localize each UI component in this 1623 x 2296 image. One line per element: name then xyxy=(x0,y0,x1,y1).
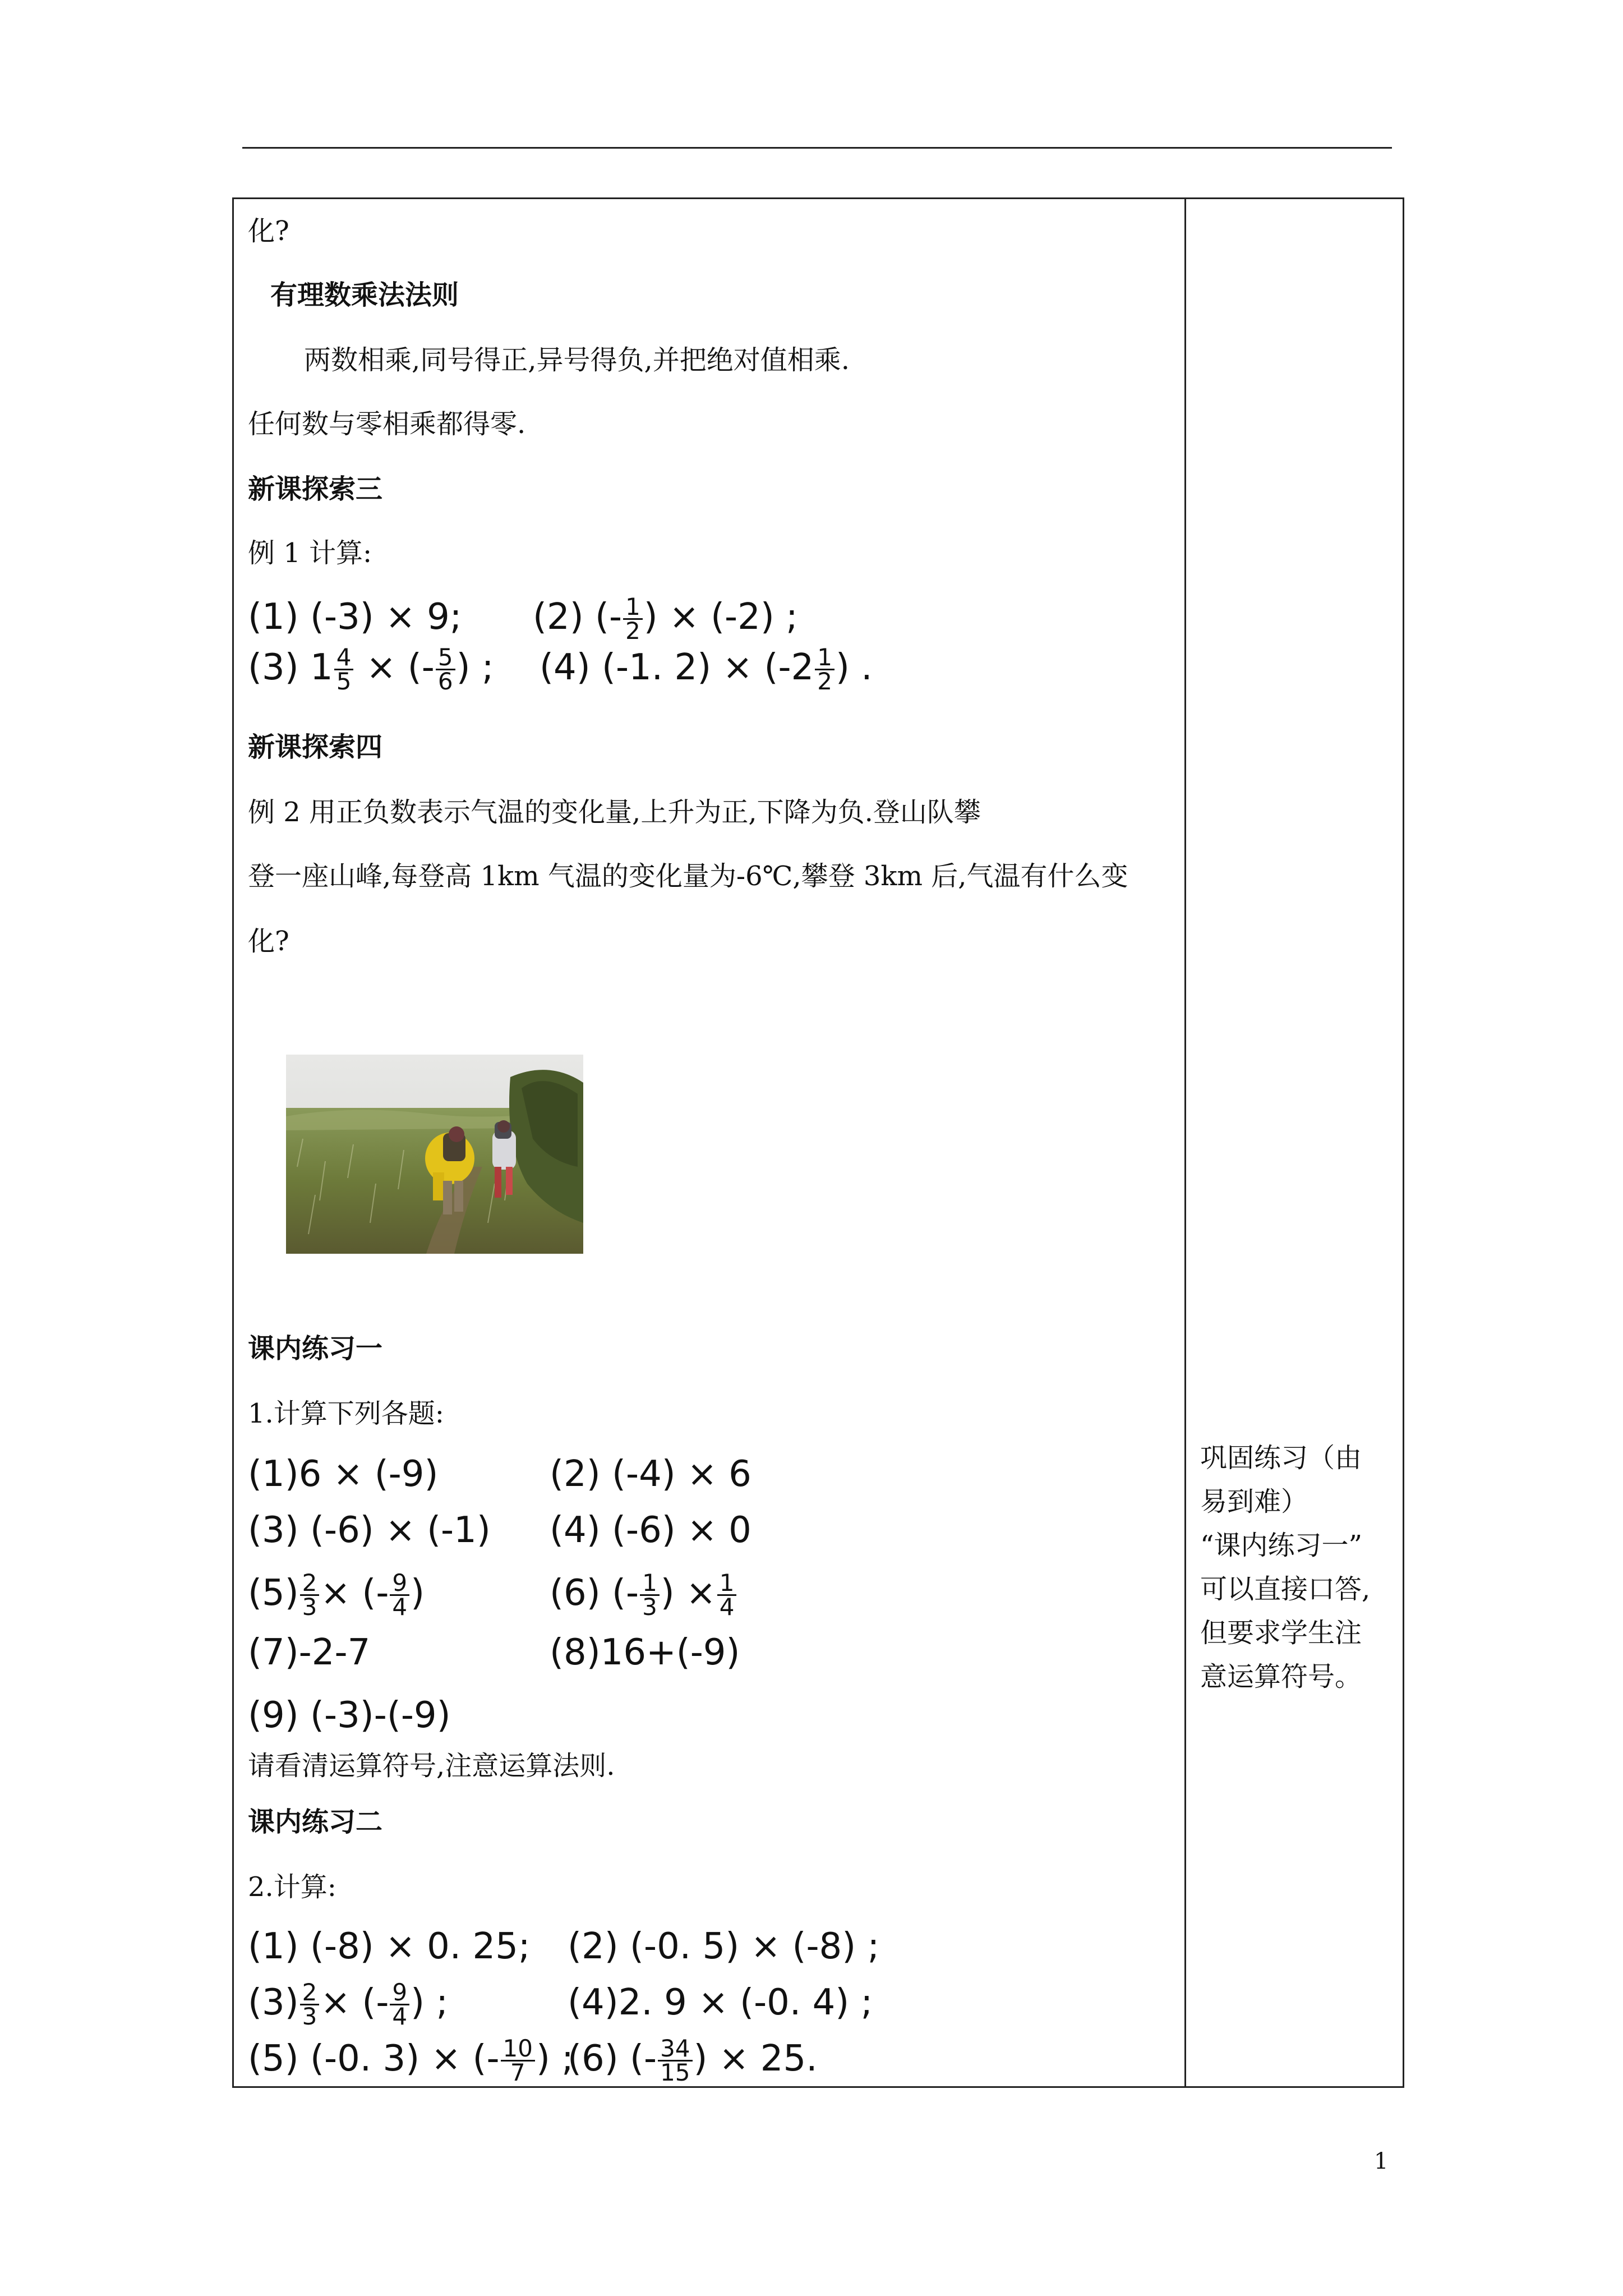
section-heading-3: 新课探索三 xyxy=(248,473,383,505)
side-note-line: 易到难） xyxy=(1200,1486,1308,1517)
side-note-line: “课内练习一” xyxy=(1200,1530,1363,1561)
exercise-1-item-9: (9) (-3)-(-9) xyxy=(248,1695,451,1736)
text-line: 化? xyxy=(248,215,289,247)
side-note xyxy=(1200,1436,1391,1699)
exercise-2-item-3: (3) $\frac{2}{3}$ × (- $\frac{9}{4}$ ) ; xyxy=(248,1978,449,2030)
exercise-1-prompt: 1.计算下列各题: xyxy=(248,1398,444,1429)
exercise-1-item-5: (5) $\frac{2}{3}$ × (- $\frac{9}{4}$ ) xyxy=(248,1568,425,1621)
header-rule xyxy=(242,147,1392,149)
exercise-2-item-6: (6) (- $\frac{34}{15}$ ) × 25. xyxy=(568,2034,818,2086)
example-1-item-2: (2) (- $\frac{1}{2}$ ) × (-2) ; xyxy=(533,592,798,645)
section-heading-4: 新课探索四 xyxy=(248,731,383,763)
exercise-1-item-6: (6) (- $\frac{1}{3}$ ) × $\frac{1}{4}$ xyxy=(550,1571,737,1618)
exercise-1-item-1: (1)6 × (-9) xyxy=(248,1453,439,1495)
exercise-2-item-5: (5) (-0. 3) × (- $\frac{10}{7}$ ) ; xyxy=(248,2034,574,2086)
exercise-1-item-4: (4) (-6) × 0 xyxy=(550,1510,751,1551)
exercise-1-item-8: (8)16+(-9) xyxy=(550,1632,740,1673)
side-note-line: 可以直接口答, xyxy=(1200,1573,1371,1605)
example-1-label: 例 1 计算: xyxy=(248,537,372,569)
exercise-1-heading: 课内练习一 xyxy=(248,1333,383,1364)
exercise-2-item-4: (4)2. 9 × (-0. 4) ; xyxy=(568,1982,873,2023)
side-note-line: 巩固练习（由 xyxy=(1200,1442,1362,1474)
example-1-item-3: (3) 1 $\frac{4}{5}$ × (- $\frac{5}{6}$ ) ; xyxy=(248,643,494,695)
column-divider xyxy=(1184,197,1186,2088)
example-1-item-1: (1) (-3) × 9; xyxy=(248,596,462,638)
exercise-2-item-1: (1) (-8) × 0. 25; xyxy=(248,1926,531,1967)
rule-heading: 有理数乘法法则 xyxy=(270,279,459,311)
exercise-1-item-7: (7)-2-7 xyxy=(248,1632,371,1673)
exercise-1-item-2: (2) (-4) × 6 xyxy=(550,1453,751,1495)
example-2-line-1: 例 2 用正负数表示气温的变化量,上升为正,下降为负.登山队攀 xyxy=(248,797,981,828)
rule-text-zero: 任何数与零相乘都得零. xyxy=(248,408,526,440)
exercise-1-note: 请看清运算符号,注意运算法则. xyxy=(248,1750,615,1782)
exercise-1-item-3: (3) (-6) × (-1) xyxy=(248,1510,491,1551)
side-note-line: 意运算符号。 xyxy=(1200,1661,1362,1692)
exercise-2-prompt: 2.计算: xyxy=(248,1871,336,1903)
page-number: 1 xyxy=(1374,2148,1389,2174)
exercise-2-item-2: (2) (-0. 5) × (-8) ; xyxy=(568,1926,880,1967)
example-2-line-2: 登一座山峰,每登高 1km 气温的变化量为-6℃,攀登 3km 后,气温有什么变 xyxy=(248,861,1128,892)
exercise-2-heading: 课内练习二 xyxy=(248,1806,383,1838)
rule-text: 两数相乘,同号得正,异号得负,并把绝对值相乘. xyxy=(304,344,850,376)
example-1-item-4: (4) (-1. 2) × (-2 $\frac{1}{2}$ ) . xyxy=(540,643,873,695)
side-note-line: 但要求学生注 xyxy=(1200,1617,1362,1649)
example-2-line-3: 化? xyxy=(248,926,289,957)
climbers-photo xyxy=(286,1055,583,1254)
